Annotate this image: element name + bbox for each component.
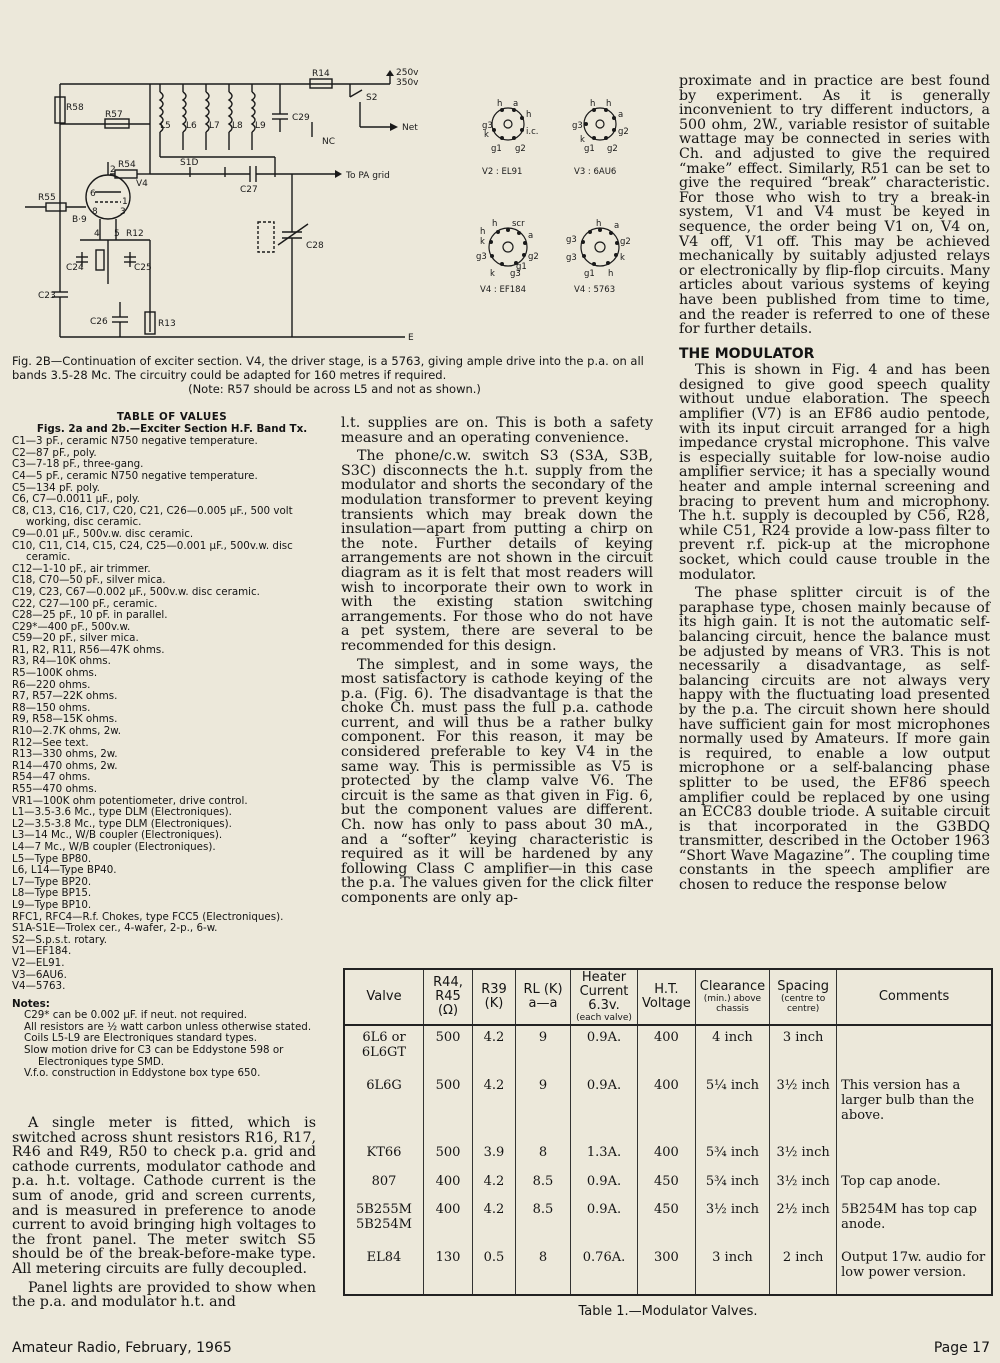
figure-caption-note: (Note: R57 should be across L5 and not as shown.) — [188, 382, 481, 396]
component-value-item: R5—100K ohms. — [12, 667, 98, 680]
table-cell: 3½ inch — [770, 1141, 837, 1170]
component-value-item: C2—87 pF., poly. — [12, 446, 97, 459]
table-cell: 400 — [424, 1170, 473, 1199]
table-cell: 8.5 — [516, 1198, 571, 1246]
table-cell: 4 inch — [695, 1025, 769, 1074]
component-value-item: R9, R58—15K ohms. — [12, 713, 118, 726]
nc-label: NC — [322, 137, 336, 147]
table-cell: 3 inch — [770, 1025, 837, 1074]
component-value-item: V4—5763. — [12, 980, 66, 993]
component-value-item: R55—470 ohms. — [12, 783, 97, 795]
note-item: All resistors are ½ watt carbon unless otherwise stated. — [24, 1020, 312, 1033]
v3-pin-h2: h — [606, 99, 612, 109]
column-header — [345, 970, 424, 1025]
c29-label: C29 — [292, 113, 310, 123]
column-header — [473, 970, 516, 1025]
c28-label: C28 — [306, 241, 324, 251]
table-cell — [837, 1025, 991, 1074]
table-row — [345, 1246, 991, 1294]
coil-label-l8: L8 — [232, 121, 243, 131]
note-item: Slow motion drive for C3 can be Eddystone 598 or Electroniques type SMD. — [24, 1044, 284, 1068]
net-label: Net — [402, 123, 418, 133]
earth-label: E — [408, 333, 414, 343]
footer-page-number: Page 17 — [933, 1340, 990, 1356]
table-cell: 500 — [424, 1074, 473, 1141]
v4a-pin-g3a: g3 — [476, 252, 487, 262]
v4b-pin-g1: g1 — [584, 269, 595, 279]
table-cell: 9 — [516, 1074, 571, 1141]
pin5-label: 5 — [114, 229, 120, 239]
column-header — [571, 970, 638, 1025]
c24-label: C24 — [66, 263, 84, 273]
table-cell: 500 — [424, 1141, 473, 1170]
pin2-label: 2 — [110, 165, 116, 175]
v2-pin-g3: g3 — [482, 121, 493, 131]
component-value-item: C8, C13, C16, C17, C20, C21, C26—0.005 µF., 500 volt working, disc ceramic. — [12, 504, 293, 529]
table-cell: 9 — [516, 1025, 571, 1074]
coil-label-l9: L9 — [255, 121, 266, 131]
component-value-item: R13—330 ohms, 2w. — [12, 748, 118, 761]
table-cell: KT66 — [366, 1144, 402, 1160]
v2-pin-k: k — [484, 130, 489, 140]
figure-caption-text: Fig. 2B—Continuation of exciter section. V4, the driver stage, is a 5763, giving ample drive into the p.a. on all bands 3.5-28 Mc. The circuitry could be adapted for 160 metres if required. — [12, 354, 644, 382]
article-column-1 — [12, 1116, 316, 1314]
component-value-item: VR1—100K ohm potentiometer, drive control. — [12, 794, 248, 807]
table-cell: Output 17w. audio for low power version. — [837, 1246, 991, 1294]
table-cell: 5¼ inch — [695, 1074, 769, 1141]
table-row — [345, 1141, 991, 1170]
figure-caption — [12, 354, 657, 396]
v3-pin-h1: h — [590, 99, 596, 109]
pin4-label: 4 — [94, 229, 100, 239]
component-value-item: L4—7 Mc., W/B coupler (Electroniques). — [12, 840, 216, 853]
component-value-item: C18, C70—50 pF., silver mica. — [12, 574, 166, 587]
component-value-item: C3—7-18 pF., three-gang. — [12, 458, 144, 471]
v3-pin-a: a — [618, 110, 624, 120]
note-item: Coils L5-L9 are Electroniques standard types. — [24, 1032, 258, 1045]
component-value-item: C4—5 pF., ceramic N750 negative temperature. — [12, 469, 258, 482]
c25-label: C25 — [134, 263, 152, 273]
table-cell: 8.5 — [516, 1170, 571, 1199]
c23-label: C23 — [38, 291, 56, 301]
table-cell: 5¾ inch — [695, 1170, 769, 1199]
pin6-label: 6 — [90, 189, 96, 199]
table-cell: 0.9A. — [571, 1170, 638, 1199]
table-cell: 3½ inch — [770, 1170, 837, 1199]
component-value-item: S2—S.p.s.t. rotary. — [12, 933, 108, 946]
column-header-label: Valve — [366, 989, 402, 1004]
table-cell: 3 inch — [695, 1246, 769, 1294]
paragraph: The phone/c.w. switch S3 (S3A, S3B, S3C) disconnects the h.t. supply from the modulator and shorts the secondary of the modulation transformer to prevent keying transients which may break down the insulation—apart from putting a chirp on the note. Further details of keying arrangements are not shown in the circuit diagram as it is felt that most readers will wish to incorporate their own to work in with the existing station switching arrangements. For those who do not have a pet system, there are several to be recommended for this design. — [341, 448, 653, 654]
component-value-item: R1, R2, R11, R56—47K ohms. — [12, 643, 165, 656]
table-of-values-title: TABLE OF VALUES — [116, 411, 228, 423]
component-value-item: L8—Type BP15. — [12, 887, 92, 900]
table-cell: 2 inch — [770, 1246, 837, 1294]
component-value-item: L7—Type BP20. — [12, 875, 92, 888]
b9-label: B·9 — [72, 215, 87, 225]
component-value-item: C28—25 pF., 10 pF. in parallel. — [12, 609, 168, 622]
table-cell: 1.3A. — [571, 1141, 638, 1170]
s1d-label: S1D — [180, 158, 199, 168]
column-header-note: (each valve) — [576, 1013, 632, 1023]
table-cell: 4.2 — [473, 1170, 516, 1199]
table-cell: 450 — [638, 1198, 696, 1246]
v3-pin-g1: g1 — [584, 144, 595, 154]
v2-pin-a: a — [513, 99, 519, 109]
paragraph: l.t. supplies are on. This is both a safety measure and an operating convenience. — [341, 415, 653, 446]
component-value-item: L6, L14—Type BP40. — [12, 864, 117, 877]
table-cell: 5B254M has top cap anode. — [837, 1198, 991, 1246]
v4a-pin-g3b: g3 — [510, 269, 521, 279]
table-cell: Top cap anode. — [837, 1170, 991, 1199]
table-cell: 5B255M 5B254M — [356, 1202, 412, 1233]
table-cell: 6L6G — [366, 1078, 402, 1094]
component-value-item: L2—3.5-3.8 Mc., type DLM (Electroniques). — [12, 817, 232, 830]
v4b-pin-g3a: g3 — [566, 235, 577, 245]
pin1-label: 1 — [122, 197, 128, 207]
v3-pin-g3: g3 — [572, 121, 583, 131]
notes-list — [12, 1010, 332, 1080]
table-cell: 400 — [638, 1141, 696, 1170]
v3-pin-g2a: g2 — [618, 127, 629, 137]
component-value-item: C12—1-10 pF., air trimmer. — [12, 562, 151, 575]
r13-label: R13 — [158, 319, 176, 329]
component-value-item: S1A-S1E—Trolex cer., 4-wafer, 2-p., 6-w. — [12, 922, 218, 935]
component-value-item: C5—134 pF. poly. — [12, 481, 100, 494]
paragraph: The phase splitter circuit is of the paraphase type, chosen mainly because of its high gain. It is not the automatic self-balancing circuit, hence the balance must be adjusted by means of VR3. This is not necessarily a disadvantage, as self-balancing circuits are not always very happy with the fluctuating load presented by the p.a. The circuit shown here should have sufficient gain for most microphones normally used by Amateurs. If more gain is required, to enable a low output microphone or a self-balancing phase splitter to be used, the EF86 speech amplifier could be replaced by one using an ECC83 double triode. A suitable circuit is that incorporated in the G3BDQ transmitter, described in the October 1963 “Short Wave Magazine”. The coupling time constants in the speech amplifier are chosen to reduce the response below — [679, 585, 990, 894]
column-header-label: Clearance — [699, 979, 766, 994]
component-value-item: C9—0.01 µF., 500v.w. disc ceramic. — [12, 527, 194, 540]
column-header — [837, 970, 991, 1025]
footer-publication: Amateur Radio, February, 1965 — [12, 1340, 232, 1356]
supply-label-250: 250v — [396, 68, 419, 78]
component-value-item: V3—6AU6. — [12, 968, 67, 981]
component-value-item: V1—EF184. — [12, 945, 72, 958]
note-item: V.f.o. construction in Eddystone box type 650. — [24, 1067, 261, 1080]
coil-label-l7: L7 — [209, 121, 220, 131]
v4a-pin-g2: g2 — [528, 252, 539, 262]
component-value-item: L1—3.5-3.6 Mc., type DLM (Electroniques). — [12, 806, 232, 819]
v4a-pin-g1: g1 — [516, 262, 527, 272]
c26-label: C26 — [90, 317, 108, 327]
column-header — [638, 970, 696, 1025]
component-value-item: C29*—400 pF., 500v.w. — [12, 620, 131, 633]
component-value-item: C59—20 pF., silver mica. — [12, 632, 139, 645]
r55-label: R55 — [38, 193, 56, 203]
table-of-values — [12, 412, 332, 1080]
notes-title: Notes: — [12, 997, 50, 1010]
table-cell: 0.9A. — [571, 1074, 638, 1141]
table-cell: 4.2 — [473, 1025, 516, 1074]
paragraph: proximate and in practice are best found by experiment. As it is generally inconvenient to try different inductors, a 500 ohm, 2W., variable resistor of suitable wattage may be connected in series with Ch. and adjusted to give the required “make” effect. Similarly, R51 can be set to give the required “break” characteristic. For those who wish to try a break-in system, V1 and V4 must be keyed in sequence, the order being V1 on, V4 on, V4 off, V1 off. This may be achieved mechanically by suitably adjusted relays or electronically by flip-flop circuits. Many articles about various systems of keying have been published from time to time, and the reader is referred to one of these for further details. — [679, 73, 990, 338]
component-value-item: R12—See text. — [12, 736, 89, 749]
table-cell: 5¾ inch — [695, 1141, 769, 1170]
table-cell: 3.9 — [473, 1141, 516, 1170]
v4a-pin-k2: k — [490, 269, 495, 279]
note-item: C29* can be 0.002 µF. if neut. not required. — [24, 1009, 248, 1022]
column-header — [424, 970, 473, 1025]
v4b-pin-h1: h — [596, 219, 602, 229]
component-value-item: L5—Type BP80. — [12, 852, 92, 865]
coil-label-l5: L5 — [160, 121, 171, 131]
column-header — [695, 970, 769, 1025]
table-caption: Table 1.—Modulator Valves. — [578, 1304, 758, 1319]
exciter-schematic — [10, 62, 665, 352]
v4a-pin-scr: scr — [512, 219, 525, 229]
v2-pinout-label: V2 : EL91 — [482, 167, 523, 177]
component-value-item: C6, C7—0.0011 µF., poly. — [12, 493, 140, 506]
v2-pin-ic: i.c. — [526, 127, 539, 137]
table-cell: 130 — [424, 1246, 473, 1294]
component-value-item: C22, C27—100 pF., ceramic. — [12, 597, 158, 610]
component-value-item: R8—150 ohms. — [12, 701, 91, 714]
v4b-pinout-label: V4 : 5763 — [574, 285, 616, 295]
paragraph: The simplest, and in some ways, the most satisfactory is cathode keying of the p.a. (Fig. 6). The disadvantage is that the choke Ch. must pass the full p.a. cathode current, and will thus be a rather bulky component. For this reason, it may be considered preferable to key V4 in the same way. This is permissible as V5 is protected by the clamp valve V6. The circuit is the same as that given in Fig. 6, but the component values are different. Ch. now has only to pass about 30 mA., and a “softer” keying characteristic is required as it will be hardened by any following Class C amplifier—in this case the p.a. The values given for the click filter components are only ap- — [341, 656, 653, 906]
table-cell: 8 — [516, 1246, 571, 1294]
v3-pin-k: k — [580, 135, 585, 145]
table-cell: 0.9A. — [571, 1198, 638, 1246]
column-header-label: Spacing — [777, 979, 829, 994]
table-cell: 8 — [516, 1141, 571, 1170]
column-header — [516, 970, 571, 1025]
component-value-item: RFC1, RFC4—R.f. Chokes, type FCC5 (Electroniques). — [12, 910, 284, 923]
v2-pin-h2: h — [526, 110, 532, 120]
table-cell: 3½ inch — [770, 1074, 837, 1141]
table-row — [345, 1170, 991, 1199]
column-header-label: R39 (K) — [481, 982, 507, 1011]
modulator-valves-table — [343, 968, 993, 1296]
v4a-pin-h1: h — [492, 219, 498, 229]
table-header-row — [345, 970, 991, 1025]
v4a-pin-a: a — [528, 231, 534, 241]
table-row — [345, 1074, 991, 1141]
v2-pin-h1: h — [497, 99, 503, 109]
table-cell: 400 — [638, 1074, 696, 1141]
column-header-label: R44, R45 (Ω) — [433, 975, 463, 1018]
table-row — [345, 1025, 991, 1074]
component-value-item: C19, C23, C67—0.002 µF., 500v.w. disc ceramic. — [12, 585, 260, 598]
table-cell: 300 — [638, 1246, 696, 1294]
table-cell: 0.76A. — [571, 1246, 638, 1294]
table-cell: EL84 — [366, 1250, 402, 1266]
v3-pinout-label: V3 : 6AU6 — [574, 167, 617, 177]
v4b-pin-g3b: g3 — [566, 253, 577, 263]
table-cell: This version has a larger bulb than the above. — [837, 1074, 991, 1141]
article-column-3 — [679, 74, 990, 897]
table-cell: 400 — [424, 1198, 473, 1246]
component-value-item: L3—14 Mc., W/B coupler (Electroniques). — [12, 829, 223, 842]
table-cell: 2½ inch — [770, 1198, 837, 1246]
pin8-label: 8 — [92, 207, 98, 217]
supply-label-350: 350v — [396, 78, 419, 88]
column-header-note: (min.) above chassis — [703, 994, 762, 1014]
component-value-item: R6—220 ohms. — [12, 678, 91, 691]
component-value-item: R54—47 ohms. — [12, 771, 91, 784]
r14-label: R14 — [312, 69, 330, 79]
table-cell: 500 — [424, 1025, 473, 1074]
section-heading-modulator: THE MODULATOR — [679, 345, 815, 362]
column-header-note: (centre to centre) — [781, 994, 826, 1014]
paragraph: Panel lights are provided to show when the p.a. and modulator h.t. and — [12, 1279, 316, 1311]
table-cell: 4.2 — [473, 1074, 516, 1141]
component-value-item: C10, C11, C14, C15, C24, C25—0.001 µF., 500v.w. disc ceramic. — [12, 539, 293, 564]
r54-label: R54 — [118, 160, 136, 170]
component-value-item: V2—EL91. — [12, 956, 65, 969]
to-pa-label: To PA grid — [346, 171, 390, 181]
component-value-item: C1—3 pF., ceramic N750 negative temperature. — [12, 435, 258, 448]
column-header — [770, 970, 837, 1025]
column-header-label: Comments — [878, 989, 950, 1004]
table-cell: 807 — [371, 1173, 397, 1189]
v4a-pin-k1: k — [480, 237, 485, 247]
r58-label: R58 — [66, 103, 84, 113]
pin3-label: 3 — [120, 207, 126, 217]
v2-pin-g2: g2 — [515, 144, 526, 154]
v2-pin-g1: g1 — [491, 144, 502, 154]
c27-label: C27 — [240, 185, 258, 195]
column-header-label: RL (K) a—a — [523, 982, 563, 1011]
component-value-item: R3, R4—10K ohms. — [12, 655, 111, 668]
component-value-item: R7, R57—22K ohms. — [12, 690, 118, 703]
v3-pin-g2: g2 — [607, 144, 618, 154]
table-cell: 4.2 — [473, 1198, 516, 1246]
v4b-pin-g2: g2 — [620, 237, 631, 247]
column-header-label: H.T. Voltage — [642, 982, 691, 1011]
column-header-label: Heater Current 6.3v. — [579, 970, 629, 1013]
v4b-pin-k: k — [620, 253, 625, 263]
component-list — [12, 436, 332, 993]
component-value-item: R10—2.7K ohms, 2w. — [12, 725, 122, 738]
component-value-item: R14—470 ohms, 2w. — [12, 759, 118, 772]
table-cell: 3½ inch — [695, 1198, 769, 1246]
paragraph: A single meter is fitted, which is switched across shunt resistors R16, R17, R46 and R49, R50 to check p.a. grid and cathode currents, modulator cathode and p.a. h.t. voltage. Cathode current is the sum of anode, grid and screen currents, and is measured in preference to anode current to avoid bringing high voltages to the front panel. The meter switch S5 should be of the break-before-make type. All metering circuits are fully decoupled. — [12, 1115, 316, 1277]
v4-label: V4 — [136, 179, 148, 189]
r57-label: R57 — [105, 110, 123, 120]
table-cell: 0.9A. — [571, 1025, 638, 1074]
v4b-pin-a: a — [614, 221, 620, 231]
table-row — [345, 1198, 991, 1246]
v4a-pin-h2: h — [480, 227, 486, 237]
r12-label: R12 — [126, 229, 144, 239]
v4b-pin-h2: h — [608, 269, 614, 279]
article-column-2 — [341, 416, 653, 910]
table-of-values-subtitle: Figs. 2a and 2b.—Exciter Section H.F. Band Tx. — [36, 422, 308, 435]
table-cell — [837, 1141, 991, 1170]
s2-label: S2 — [366, 93, 378, 103]
table-cell: 0.5 — [473, 1246, 516, 1294]
table-cell: 400 — [638, 1025, 696, 1074]
table-cell: 450 — [638, 1170, 696, 1199]
v4a-pinout-label: V4 : EF184 — [480, 285, 526, 295]
paragraph: This is shown in Fig. 4 and has been designed to give good speech quality without undue elaboration. The speech amplifier (V7) is an EF86 audio pentode, with its input circuit arranged for a high impedance crystal microphone. This valve is especially suitable for low-noise audio amplifier service; it has a specially wound heater and ample internal screening and bracing to prevent hum and microphony. The h.t. supply is decoupled by C56, R28, while C51, R24 provide a low-pass filter to prevent r.f. pick-up at the microphone socket, which could cause trouble in the modulator. — [679, 362, 990, 583]
table-body — [345, 1025, 991, 1294]
coil-label-l6: L6 — [186, 121, 197, 131]
component-value-item: L9—Type BP10. — [12, 898, 92, 911]
table-cell: 6L6 or 6L6GT — [361, 1030, 407, 1060]
